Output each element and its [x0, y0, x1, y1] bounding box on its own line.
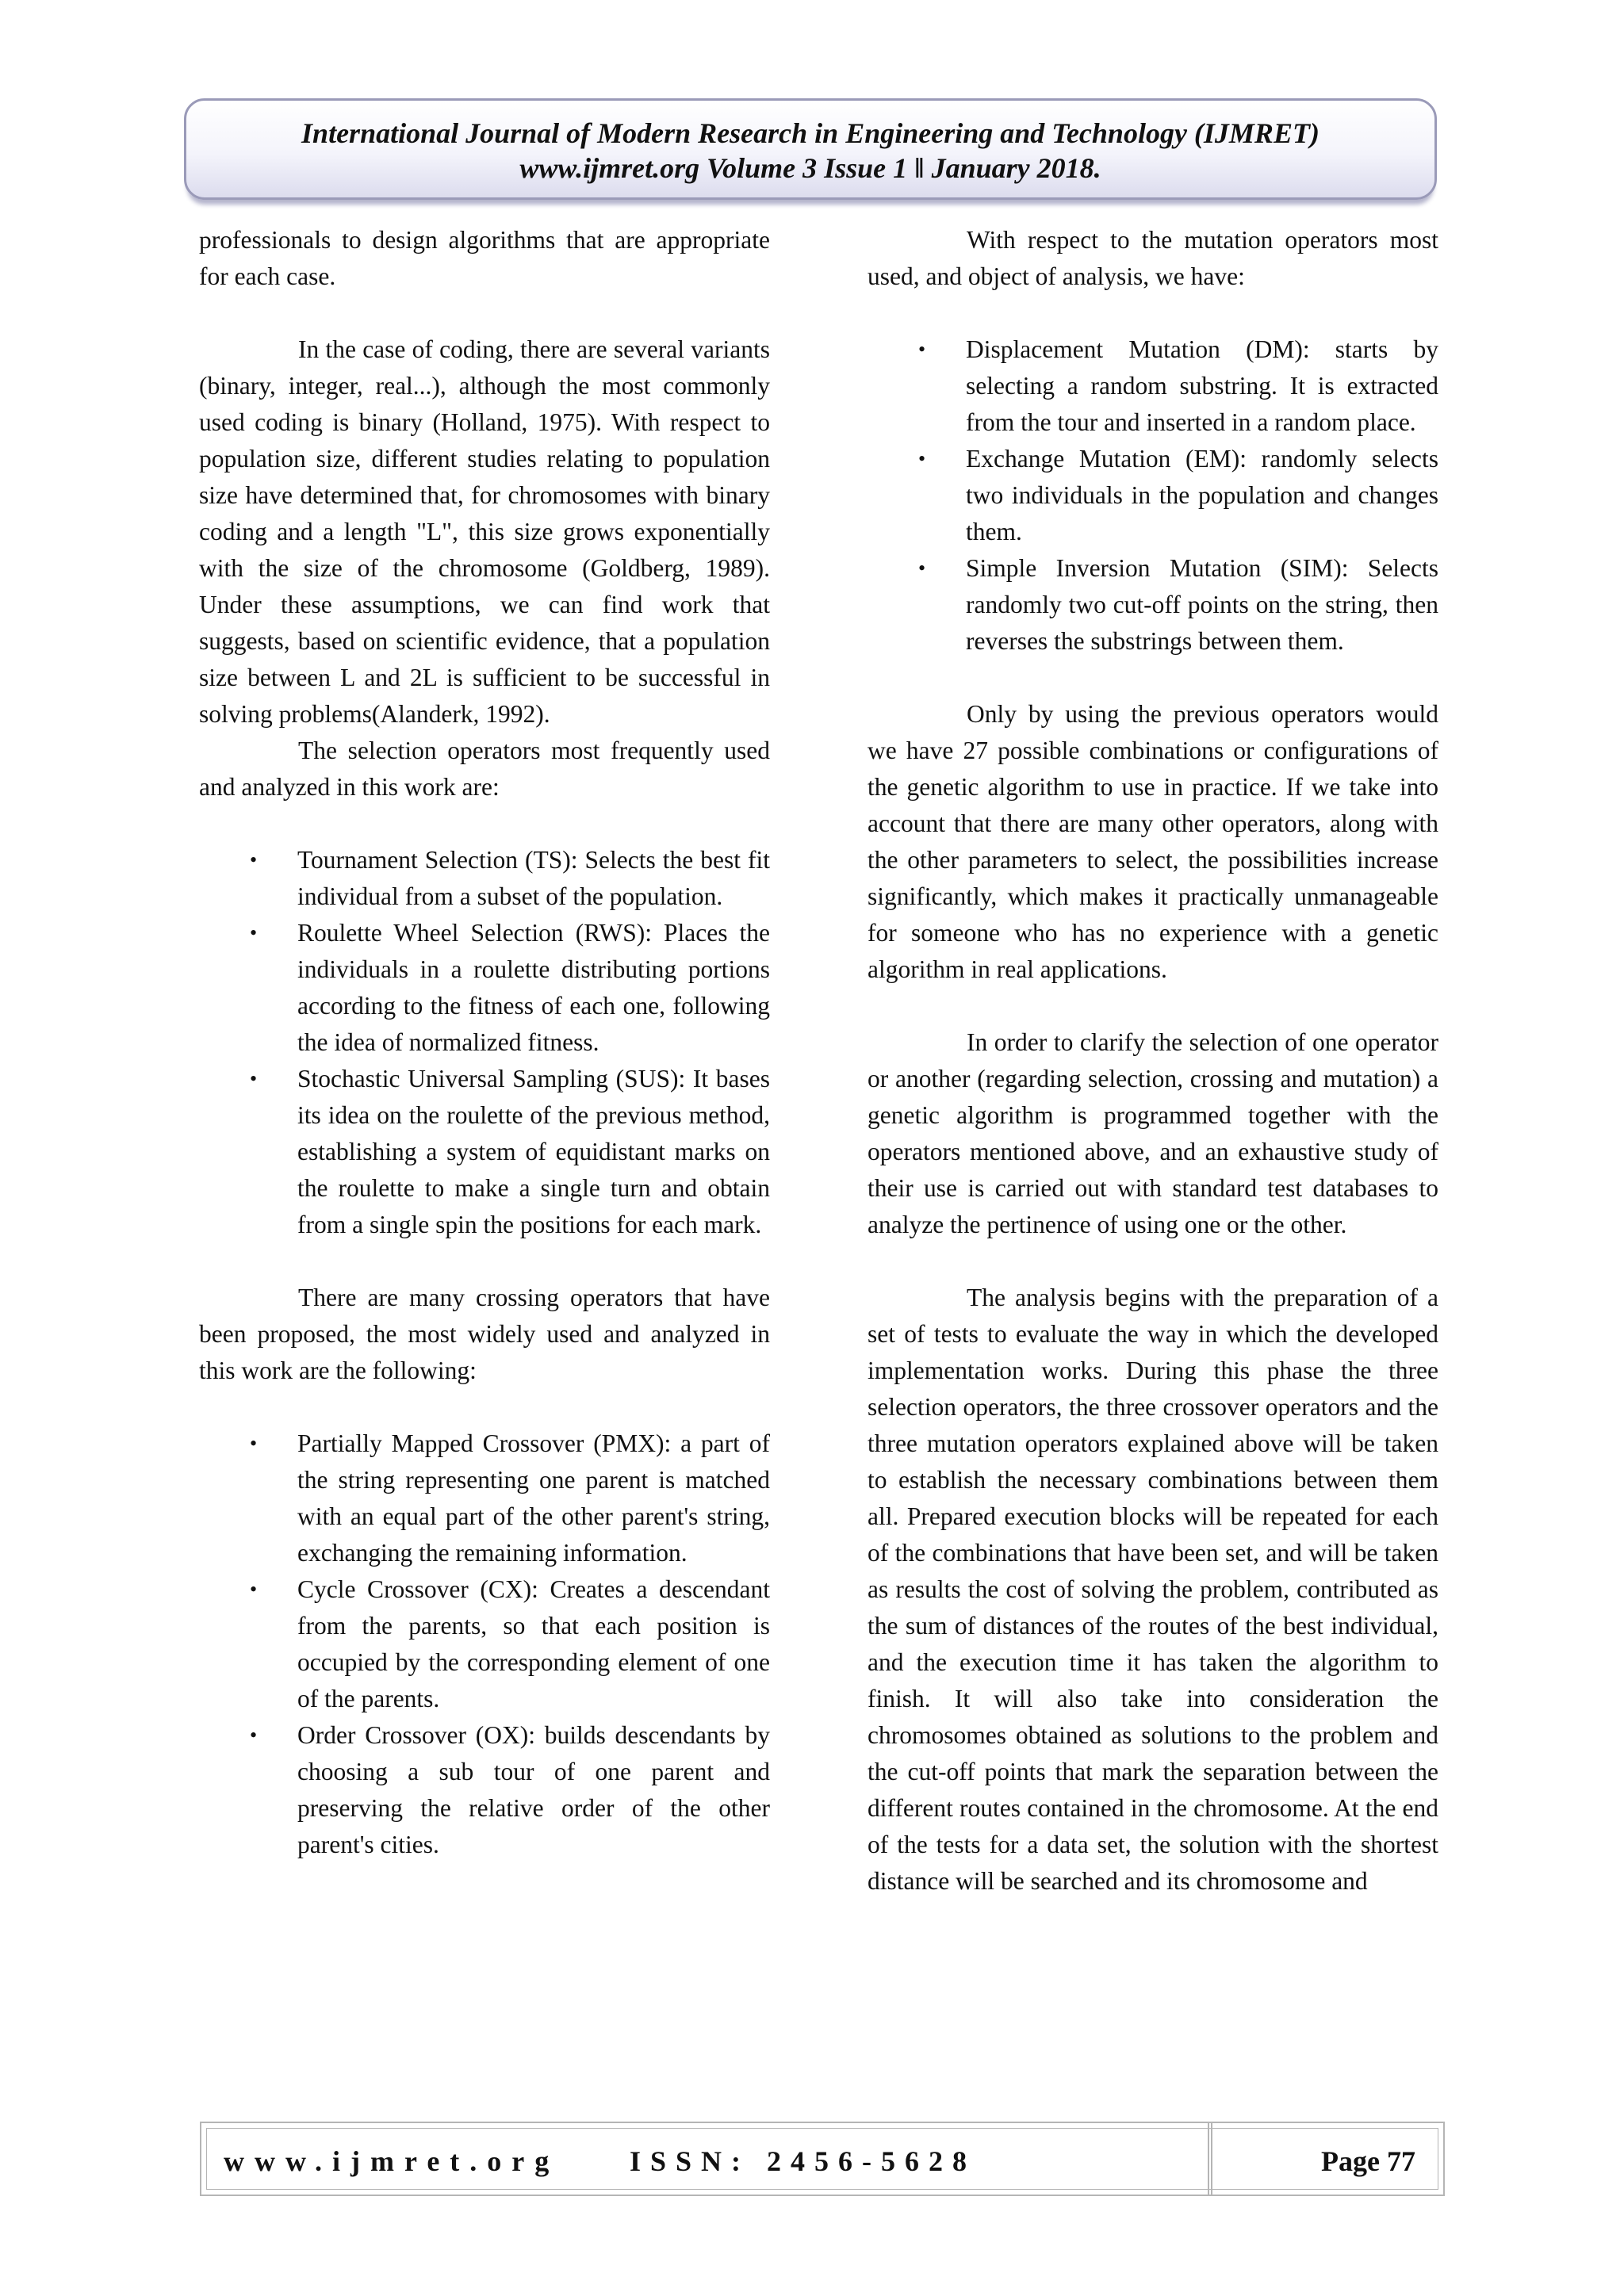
bullet-icon: •	[250, 1724, 258, 1747]
bullet-icon: •	[250, 1432, 258, 1455]
crossover-operators-list	[199, 1425, 770, 1863]
list-item: • Simple Inversion Mutation (SIM): Selects randomly two cut-off points on the string, then reverses the substrings between them.	[868, 550, 1438, 660]
bullet-icon: •	[250, 848, 258, 871]
bullet-icon: •	[918, 557, 926, 580]
bullet-icon: •	[918, 338, 926, 361]
selection-operators-list	[199, 842, 770, 1243]
paragraph: The selection operators most frequently used and analyzed in this work are:	[199, 737, 770, 801]
mutation-operators-list	[868, 331, 1438, 660]
paragraph: The analysis begins with the preparation of a set of tests to evaluate the way in which the developed implementation works. During this phase the three selection operators, the three crossover operators and the three mutation operators explained above will be taken to establish the necessary combinations between them all. Prepared execution blocks will be repeated for each of the combinations that have been set, and will be taken as results the cost of solving the problem, contributed as the sum of distances of the routes of the best individual, and the execution time it has taken the algorithm to finish. It will also take into consideration the chromosomes obtained as solutions to the problem and the cut-off points that mark the separation between the different routes contained in the chromosome. At the end of the tests for a data set, the solution with the shortest distance will be searched and its chromosome and	[868, 1284, 1438, 1895]
footer-divider	[1208, 2123, 1212, 2196]
bullet-icon: •	[250, 1578, 258, 1601]
paragraph: In the case of coding, there are several variants (binary, integer, real...), although the most commonly used coding is binary (Holland, 1975). With respect to population size, different studies relating to population size have determined that, for chromosomes with binary coding and a length "L", this size grows exponentially with the size of the chromosome (Goldberg, 1989). Under these assumptions, we can find work that suggests, based on scientific evidence, that a population size between L and 2L is sufficient to be successful in solving problems(Alanderk, 1992).	[199, 335, 770, 728]
bullet-icon: •	[918, 447, 926, 470]
page-number: Page 77	[1321, 2145, 1415, 2177]
list-item: • Roulette Wheel Selection (RWS): Places the individuals in a roulette distributing portions according to the fitness of each one, following the idea of normalized fitness.	[199, 915, 770, 1061]
list-item: • Partially Mapped Crossover (PMX): a part of the string representing one parent is matched with an equal part of the other parent's string, exchanging the remaining information.	[199, 1425, 770, 1571]
list-item: • Displacement Mutation (DM): starts by selecting a random substring. It is extracted from the tour and inserted in a random place.	[868, 331, 1438, 441]
journal-title: International Journal of Modern Research in Engineering and Technology (IJMRET)	[301, 117, 1320, 149]
right-column	[868, 222, 1438, 1900]
paragraph: With respect to the mutation operators most used, and object of analysis, we have:	[868, 226, 1438, 290]
bullet-icon: •	[250, 1067, 258, 1090]
paragraph: professionals to design algorithms that are appropriate for each case.	[199, 226, 770, 290]
list-item: • Stochastic Universal Sampling (SUS): It bases its idea on the roulette of the previous method, establishing a system of equidistant marks on the roulette to make a single turn and obtain from a single spin the positions for each mark.	[199, 1061, 770, 1243]
page-footer	[200, 2122, 1445, 2196]
paragraph: Only by using the previous operators would we have 27 possible combinations or configurations of the genetic algorithm to use in practice. If we take into account that there are many other operators, along with the other parameters to select, the possibilities increase significantly, which makes it practically unmanageable for someone who has no experience with a genetic algorithm in real applications.	[868, 700, 1438, 983]
journal-issue-info: www.ijmret.org Volume 3 Issue 1 ǁ January 2018.	[519, 152, 1101, 184]
list-item: • Exchange Mutation (EM): randomly selects two individuals in the population and changes them.	[868, 441, 1438, 550]
list-item: • Cycle Crossover (CX): Creates a descendant from the parents, so that each position is occupied by the corresponding element of one of the parents.	[199, 1571, 770, 1717]
paragraph: In order to clarify the selection of one operator or another (regarding selection, crossing and mutation) a genetic algorithm is programmed together with the operators mentioned above, and an exhaustive study of their use is carried out with standard test databases to analyze the pertinence of using one or the other.	[868, 1028, 1438, 1238]
footer-issn: ISSN: 2456-5628	[630, 2145, 977, 2177]
bullet-icon: •	[250, 921, 258, 944]
left-column	[199, 222, 770, 1863]
list-item: • Order Crossover (OX): builds descendants by choosing a sub tour of one parent and preserving the relative order of the other parent's cities.	[199, 1717, 770, 1863]
list-item: • Tournament Selection (TS): Selects the best fit individual from a subset of the population.	[199, 842, 770, 915]
paragraph: There are many crossing operators that have been proposed, the most widely used and analyzed in this work are the following:	[199, 1284, 770, 1384]
journal-header	[184, 98, 1437, 200]
footer-website: www.ijmret.org	[224, 2145, 560, 2177]
